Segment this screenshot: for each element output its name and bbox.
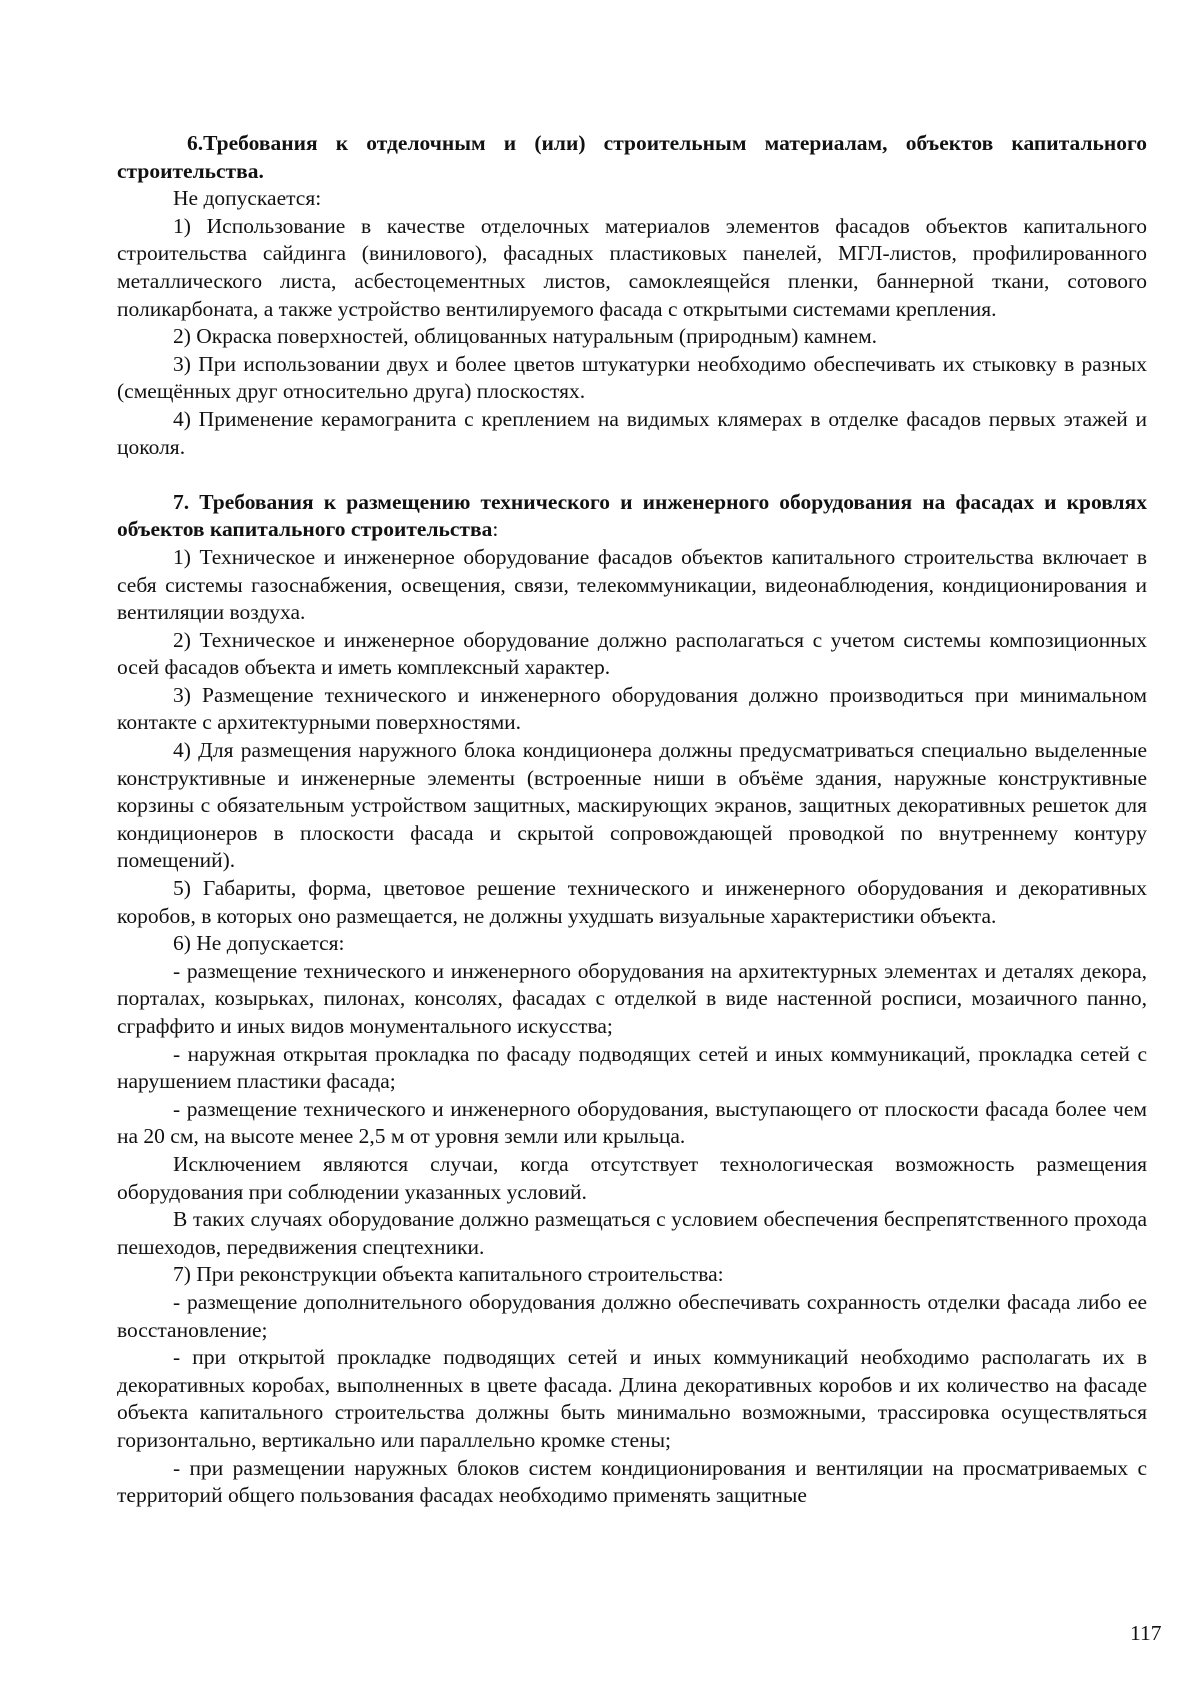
page-number: 117: [1130, 1621, 1162, 1645]
section-6-paragraph: 4) Применение керамогранита с креплением на видимых клямерах в отделке фасадов первых этажей и цоколя.: [117, 406, 1147, 459]
section-7-heading: [117, 489, 1147, 544]
section-7-heading-suffix: :: [492, 517, 499, 542]
section-7-paragraph: - наружная открытая прокладка по фасаду подводящих сетей и иных коммуникаций, прокладка сетей с нарушением пластики фасада;: [117, 1041, 1147, 1094]
section-6-paragraph: 3) При использовании двух и более цветов штукатурки необходимо обеспечивать их стыковку в разных (смещённых друг относительно друга) плоскостях.: [117, 351, 1147, 404]
section-6-heading: 6.Требования к отделочным и (или) строительным материалам, объектов капитального строительства.: [117, 131, 1147, 183]
section-7-paragraph: 4) Для размещения наружного блока кондиционера должны предусматриваться специально выделенные конструктивные и инженерные элементы (встроенные ниши в объёме здания, наружные конструктивные корзины с обязательным устройством защитных, маскирующих экранов, защитных декоративных решеток для кондиционеров в плоскости фасада и скрытой сопровождающей проводкой по внутреннему контуру помещений).: [117, 738, 1147, 873]
section-7-paragraph: 1) Техническое и инженерное оборудование фасадов объектов капитального строительства включает в себя системы газоснабжения, освещения, связи, телекоммуникации, видеонаблюдения, кондиционирования и вентиляции воздуха.: [117, 544, 1147, 625]
section-6-paragraph: Не допускается:: [173, 186, 322, 211]
section-7-paragraph: - размещение технического и инженерного оборудования на архитектурных элементах и деталях декора, порталах, козырьках, пилонах, консолях, фасадах с отделкой в виде настенной росписи, мозаичного панно, сграффито и иных видов монументального искусства;: [117, 958, 1147, 1038]
section-7-paragraph: - при открытой прокладке подводящих сетей и иных коммуникаций необходимо располагать их в декоративных коробах, выполненных в цвете фасада. Длина декоративных коробов и их количество на фасаде объекта капитального строительства должны быть минимально возможными, трассировка осуществляться горизонтально, вертикально или параллельно кромке стены;: [117, 1345, 1147, 1452]
section-7-paragraph: 5) Габариты, форма, цветовое решение технического и инженерного оборудования и декоративных коробов, в которых оно размещается, не должны ухудшать визуальные характеристики объекта.: [117, 876, 1147, 928]
section-7-paragraph: - размещение технического и инженерного оборудования, выступающего от плоскости фасада более чем на 20 см, на высоте менее 2,5 м от уровня земли или крыльца.: [117, 1096, 1147, 1149]
section-6-paragraph: 2) Окраска поверхностей, облицованных натуральным (природным) камнем.: [173, 324, 878, 349]
section-7-paragraph: 6) Не допускается:: [173, 931, 345, 956]
section-7-paragraph: 7) При реконструкции объекта капитального строительства:: [173, 1262, 724, 1287]
section-7-heading-text: 7. Требования к размещению технического и инженерного оборудования на фасадах и кровлях объектов капитального строительства: [117, 489, 1147, 542]
section-7-paragraph: - размещение дополнительного оборудования должно обеспечивать сохранность отделки фасада либо ее восстановление;: [117, 1289, 1147, 1342]
section-7-paragraph: 2) Техническое и инженерное оборудование должно располагаться с учетом системы композиционных осей фасадов объекта и иметь комплексный характер.: [117, 627, 1147, 680]
document-page: [117, 130, 1147, 1510]
section-6-paragraph: 1) Использование в качестве отделочных материалов элементов фасадов объектов капитального строительства сайдинга (винилового), фасадных пластиковых панелей, МГЛ-листов, профилированного металлического листа, асбестоцементных листов, самоклеящейся пленки, баннерной ткани, сотового поликарбоната, а также устройство вентилируемого фасада с открытыми системами крепления.: [117, 213, 1147, 321]
section-7-paragraph: В таких случаях оборудование должно размещаться с условием обеспечения беспрепятственного прохода пешеходов, передвижения спецтехники.: [117, 1207, 1147, 1259]
section-7-paragraph: 3) Размещение технического и инженерного оборудования должно производиться при минимальном контакте с архитектурными поверхностями.: [117, 682, 1147, 735]
section-7-paragraph: Исключением являются случаи, когда отсутствует технологическая возможность размещения оборудования при соблюдении указанных условий.: [117, 1151, 1147, 1204]
section-7-paragraph: - при размещении наружных блоков систем кондиционирования и вентиляции на просматриваемых с территорий общего пользования фасадах необходимо применять защитные: [117, 1455, 1147, 1508]
